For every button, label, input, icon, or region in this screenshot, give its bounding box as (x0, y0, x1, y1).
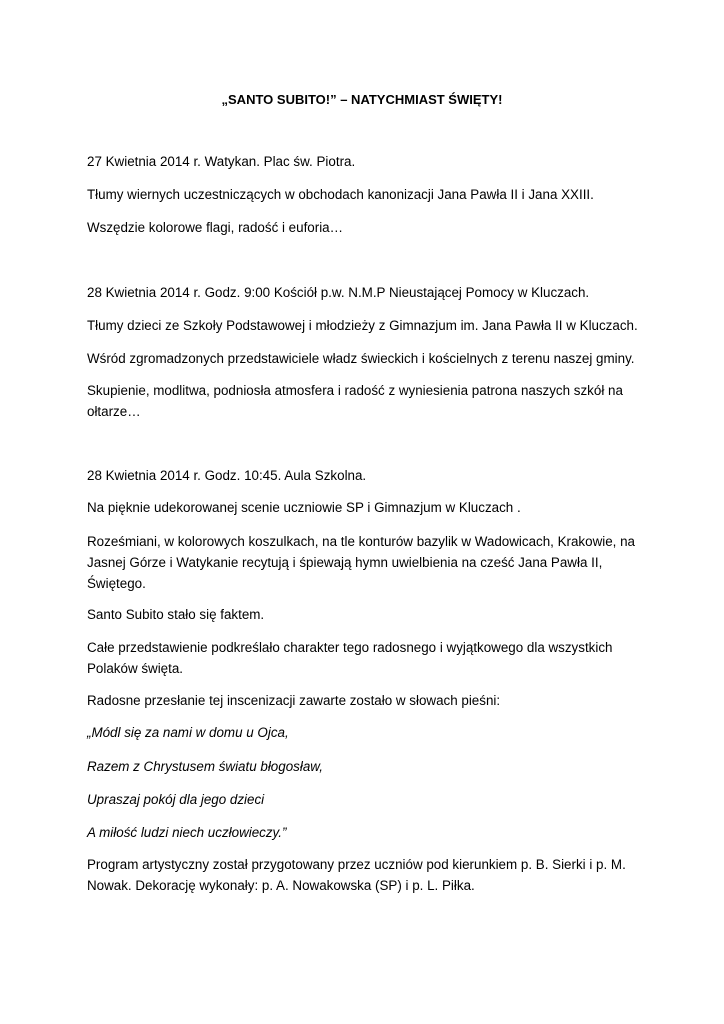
paragraph-program-credits: Program artystyczny został przygotowany przez uczniów pod kierunkiem p. B. Sierki i p. M. Nowak. Dekorację wykonały: p. A. Nowakowska (SP) i p. L. Piłka. (87, 857, 626, 893)
paragraph-flags-joy: Wszędzie kolorowe flagi, radość i euforia… (87, 220, 344, 235)
paragraph-stage: Na pięknie udekorowanej scenie uczniowie SP i Gimnazjum w Kluczach . (87, 500, 521, 515)
paragraph-message: Radosne przesłanie tej inscenizacji zawarte zostało w słowach pieśni: (87, 693, 501, 708)
paragraph-date-church: 28 Kwietnia 2014 r. Godz. 9:00 Kościół p.w. N.M.P Nieustającej Pomocy w Kluczach. (87, 285, 590, 300)
paragraph-date-school-hall: 28 Kwietnia 2014 r. Godz. 10:45. Aula Szkolna. (87, 468, 367, 483)
paragraph-fact: Santo Subito stało się faktem. (87, 607, 265, 622)
paragraph-crowds-canonization: Tłumy wiernych uczestniczących w obchodach kanonizacji Jana Pawła II i Jana XXIII. (87, 187, 594, 202)
song-line: Razem z Chrystusem światu błogosław, (87, 759, 323, 774)
paragraph-authorities: Wśród zgromadzonych przedstawiciele władz świeckich i kościelnych z terenu naszej gminy. (87, 351, 635, 366)
song-line: Upraszaj pokój dla jego dzieci (87, 792, 265, 807)
paragraph-character: Całe przedstawienie podkreślało charakter tego radosnego i wyjątkowego dla wszystkich Polaków święta. (87, 640, 613, 676)
paragraph-atmosphere: Skupienie, modlitwa, podniosła atmosfera i radość z wyniesienia patrona naszych szkół na ołtarze… (87, 383, 623, 419)
song-line: „Módl się za nami w domu u Ojca, (87, 725, 289, 740)
paragraph-date-vatican: 27 Kwietnia 2014 r. Watykan. Plac św. Piotra. (87, 154, 356, 169)
paragraph-children-youth: Tłumy dzieci ze Szkoły Podstawowej i młodzieży z Gimnazjum im. Jana Pawła II w Kluczach. (87, 318, 638, 333)
song-line: A miłość ludzi niech uczłowieczy.” (87, 825, 287, 840)
document-title: „SANTO SUBITO!” – NATYCHMIAST ŚWIĘTY! (221, 92, 503, 107)
paragraph-performance: Roześmiani, w kolorowych koszulkach, na tle konturów bazylik w Wadowicach, Krakowie, na Jasnej Górze i Watykanie recytują i śpiewają hymn uwielbienia na cześć Jana Pawła II, Świętego. (87, 534, 636, 591)
